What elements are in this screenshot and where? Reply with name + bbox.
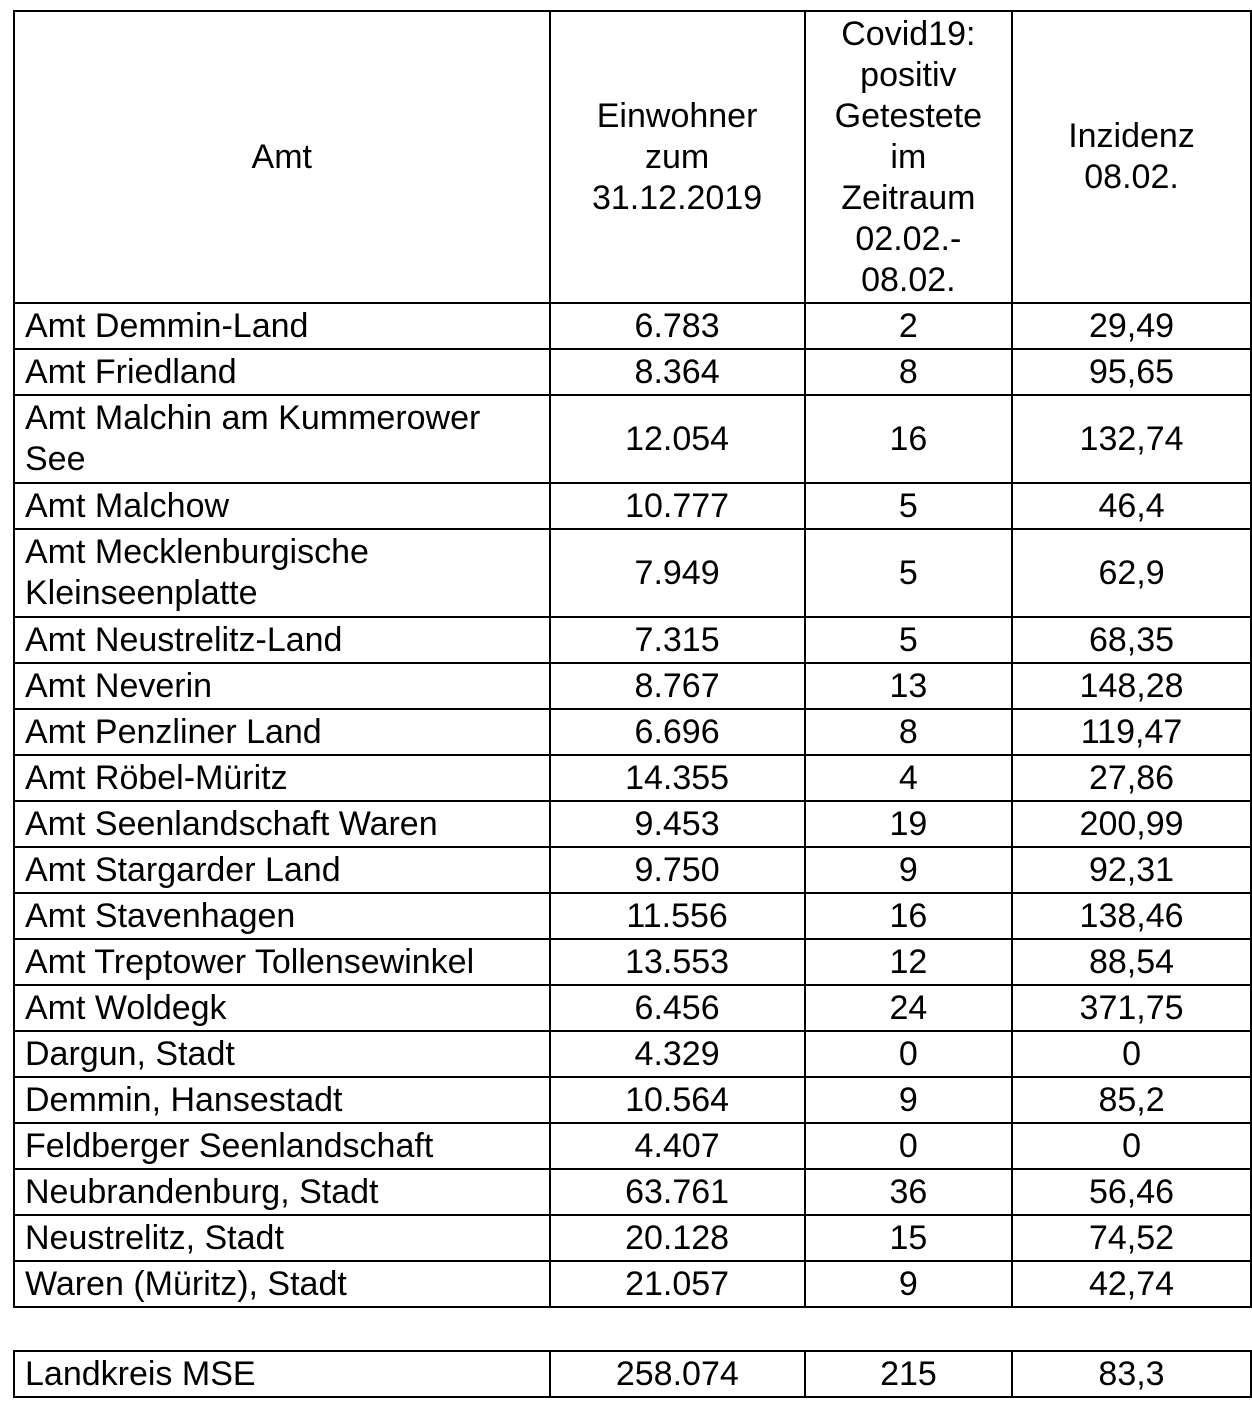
- header-inzidenz: Inzidenz 08.02.: [1012, 11, 1251, 303]
- cell-einwohner: 14.355: [550, 755, 805, 801]
- cell-positiv: 5: [805, 483, 1012, 529]
- table-row: [14, 663, 1251, 709]
- cell-einwohner: 12.054: [550, 395, 805, 483]
- table-row: [14, 893, 1251, 939]
- cell-amt: Neustrelitz, Stadt: [14, 1215, 550, 1261]
- cell-amt: Amt Seenlandschaft Waren: [14, 801, 550, 847]
- cell-positiv: 5: [805, 529, 1012, 617]
- cell-amt: Waren (Müritz), Stadt: [14, 1261, 550, 1307]
- cell-positiv: 8: [805, 349, 1012, 395]
- table-row: [14, 1215, 1251, 1261]
- incidence-table: [13, 10, 1252, 1308]
- table-row: [14, 709, 1251, 755]
- cell-inzidenz: 371,75: [1012, 985, 1251, 1031]
- cell-inzidenz: 56,46: [1012, 1169, 1251, 1215]
- table-row: [14, 755, 1251, 801]
- cell-amt: Amt Neustrelitz-Land: [14, 617, 550, 663]
- cell-amt: Amt Penzliner Land: [14, 709, 550, 755]
- table-row: [14, 1031, 1251, 1077]
- cell-positiv: 16: [805, 893, 1012, 939]
- header-row: [14, 11, 1251, 303]
- cell-inzidenz: 0: [1012, 1031, 1251, 1077]
- cell-amt: Amt Mecklenburgische Kleinseenplatte: [14, 529, 550, 617]
- table-row: [14, 1123, 1251, 1169]
- cell-einwohner: 7.949: [550, 529, 805, 617]
- cell-inzidenz: 74,52: [1012, 1215, 1251, 1261]
- cell-inzidenz: 132,74: [1012, 395, 1251, 483]
- total-einwohner: 258.074: [550, 1351, 805, 1397]
- cell-amt: Amt Demmin-Land: [14, 303, 550, 349]
- cell-einwohner: 4.407: [550, 1123, 805, 1169]
- cell-amt: Neubrandenburg, Stadt: [14, 1169, 550, 1215]
- total-amt: Landkreis MSE: [14, 1351, 550, 1397]
- cell-positiv: 5: [805, 617, 1012, 663]
- cell-amt: Amt Röbel-Müritz: [14, 755, 550, 801]
- cell-einwohner: 10.564: [550, 1077, 805, 1123]
- cell-positiv: 2: [805, 303, 1012, 349]
- cell-inzidenz: 92,31: [1012, 847, 1251, 893]
- cell-einwohner: 6.696: [550, 709, 805, 755]
- cell-amt: Feldberger Seenlandschaft: [14, 1123, 550, 1169]
- cell-inzidenz: 62,9: [1012, 529, 1251, 617]
- cell-einwohner: 21.057: [550, 1261, 805, 1307]
- cell-positiv: 15: [805, 1215, 1012, 1261]
- cell-einwohner: 20.128: [550, 1215, 805, 1261]
- cell-amt: Amt Friedland: [14, 349, 550, 395]
- total-inzidenz: 83,3: [1012, 1351, 1251, 1397]
- table-row: [14, 1169, 1251, 1215]
- table-row: [14, 395, 1251, 483]
- cell-positiv: 24: [805, 985, 1012, 1031]
- cell-inzidenz: 85,2: [1012, 1077, 1251, 1123]
- table-row: [14, 617, 1251, 663]
- cell-positiv: 9: [805, 1077, 1012, 1123]
- cell-einwohner: 6.783: [550, 303, 805, 349]
- cell-inzidenz: 42,74: [1012, 1261, 1251, 1307]
- cell-inzidenz: 0: [1012, 1123, 1251, 1169]
- header-einwohner: Einwohner zum 31.12.2019: [550, 11, 805, 303]
- cell-positiv: 8: [805, 709, 1012, 755]
- cell-amt: Amt Treptower Tollensewinkel: [14, 939, 550, 985]
- total-positiv: 215: [805, 1351, 1012, 1397]
- cell-einwohner: 4.329: [550, 1031, 805, 1077]
- cell-inzidenz: 68,35: [1012, 617, 1251, 663]
- cell-amt: Amt Neverin: [14, 663, 550, 709]
- cell-amt: Amt Stavenhagen: [14, 893, 550, 939]
- cell-amt: Amt Malchin am Kummerower See: [14, 395, 550, 483]
- cell-inzidenz: 119,47: [1012, 709, 1251, 755]
- table-row: [14, 529, 1251, 617]
- cell-inzidenz: 88,54: [1012, 939, 1251, 985]
- cell-inzidenz: 27,86: [1012, 755, 1251, 801]
- table-row: [14, 349, 1251, 395]
- total-row: [14, 1351, 1251, 1397]
- cell-inzidenz: 46,4: [1012, 483, 1251, 529]
- cell-positiv: 13: [805, 663, 1012, 709]
- table-row: [14, 483, 1251, 529]
- cell-positiv: 36: [805, 1169, 1012, 1215]
- cell-einwohner: 9.750: [550, 847, 805, 893]
- cell-positiv: 9: [805, 847, 1012, 893]
- table-row: [14, 985, 1251, 1031]
- total-table: [13, 1350, 1252, 1398]
- cell-einwohner: 63.761: [550, 1169, 805, 1215]
- cell-positiv: 4: [805, 755, 1012, 801]
- cell-einwohner: 8.767: [550, 663, 805, 709]
- cell-amt: Demmin, Hansestadt: [14, 1077, 550, 1123]
- cell-inzidenz: 138,46: [1012, 893, 1251, 939]
- cell-einwohner: 9.453: [550, 801, 805, 847]
- table-row: [14, 1261, 1251, 1307]
- cell-einwohner: 13.553: [550, 939, 805, 985]
- header-amt: Amt: [14, 11, 550, 303]
- header-positiv-getestete: Covid19: positiv Getestete im Zeitraum 02.02.- 08.02.: [805, 11, 1012, 303]
- table-row: [14, 303, 1251, 349]
- cell-positiv: 16: [805, 395, 1012, 483]
- table-row: [14, 1077, 1251, 1123]
- table-row: [14, 801, 1251, 847]
- cell-amt: Dargun, Stadt: [14, 1031, 550, 1077]
- cell-positiv: 0: [805, 1123, 1012, 1169]
- cell-positiv: 12: [805, 939, 1012, 985]
- cell-einwohner: 8.364: [550, 349, 805, 395]
- cell-einwohner: 7.315: [550, 617, 805, 663]
- cell-inzidenz: 29,49: [1012, 303, 1251, 349]
- cell-amt: Amt Stargarder Land: [14, 847, 550, 893]
- cell-inzidenz: 148,28: [1012, 663, 1251, 709]
- table-row: [14, 939, 1251, 985]
- cell-einwohner: 6.456: [550, 985, 805, 1031]
- cell-inzidenz: 200,99: [1012, 801, 1251, 847]
- cell-amt: Amt Woldegk: [14, 985, 550, 1031]
- cell-einwohner: 11.556: [550, 893, 805, 939]
- cell-positiv: 19: [805, 801, 1012, 847]
- cell-einwohner: 10.777: [550, 483, 805, 529]
- cell-amt: Amt Malchow: [14, 483, 550, 529]
- cell-inzidenz: 95,65: [1012, 349, 1251, 395]
- cell-positiv: 9: [805, 1261, 1012, 1307]
- cell-positiv: 0: [805, 1031, 1012, 1077]
- table-body: [14, 303, 1251, 1307]
- table-row: [14, 847, 1251, 893]
